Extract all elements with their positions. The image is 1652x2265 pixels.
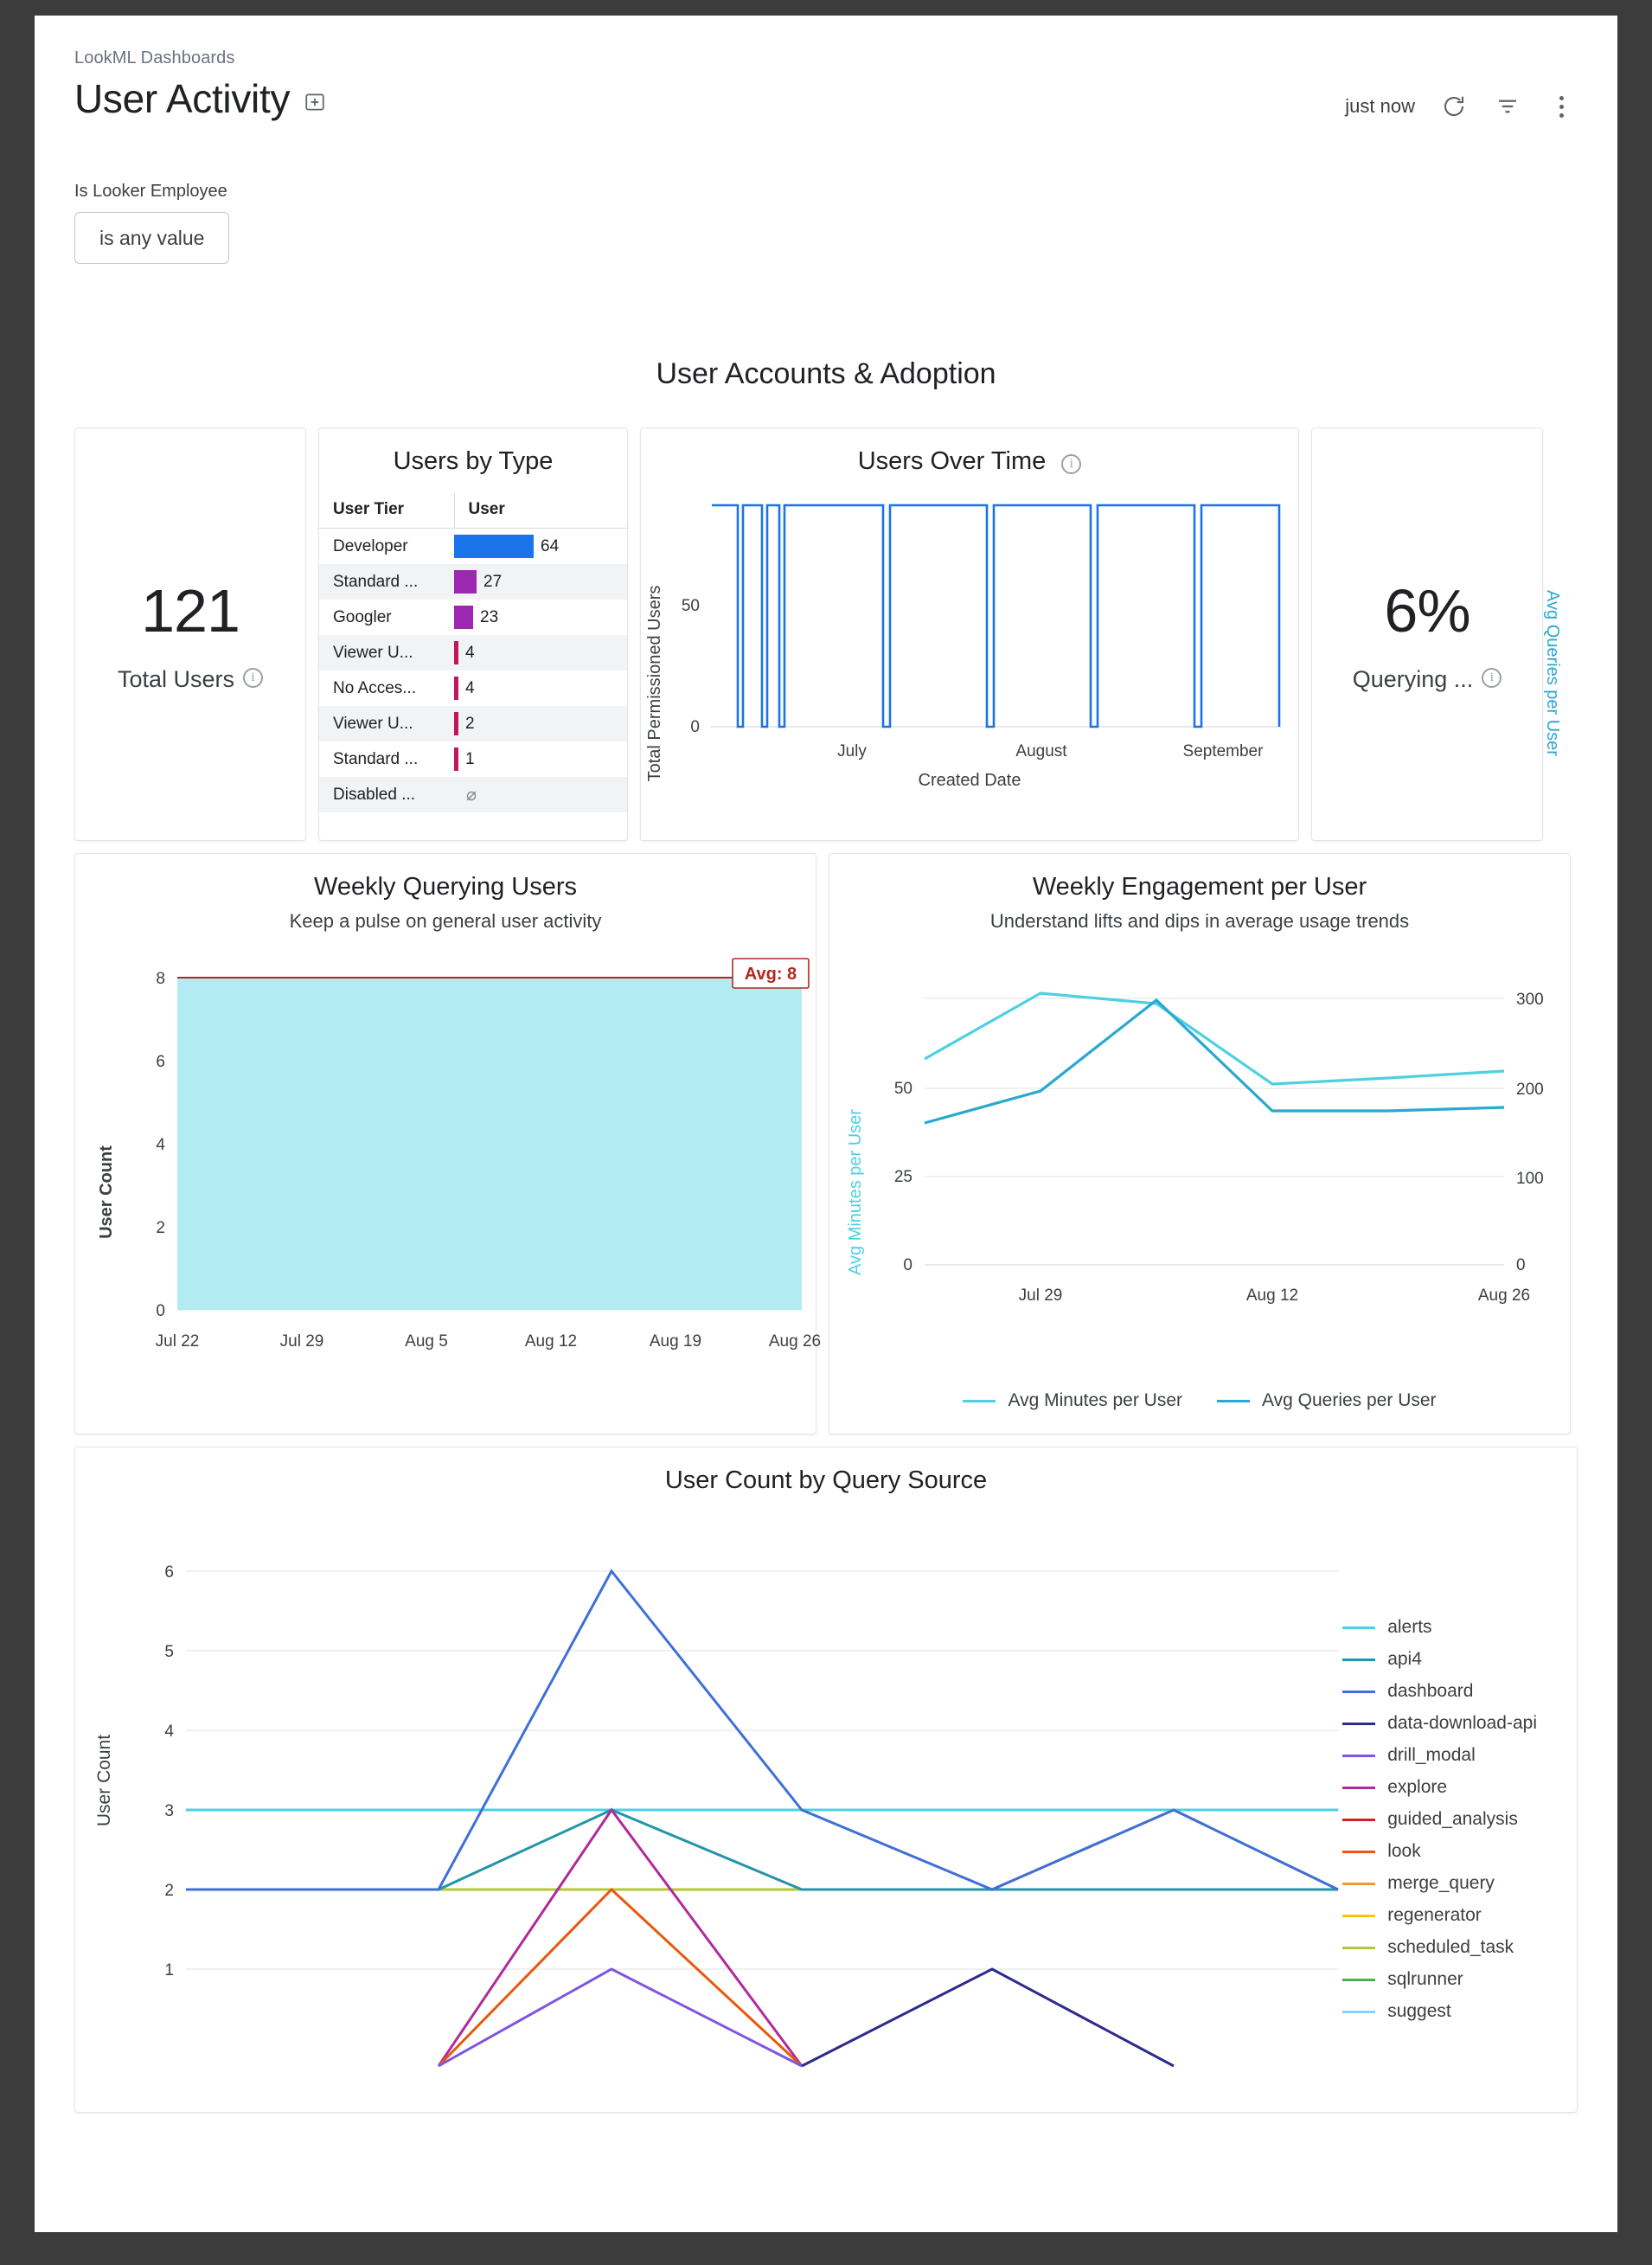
legend-item[interactable]: [1342, 1617, 1537, 1638]
legend-item[interactable]: [1342, 2001, 1537, 2022]
cell-user-tier: No Acces...: [333, 678, 417, 697]
tile-title-weekly-querying-users: Weekly Querying Users: [313, 873, 578, 901]
legend-item[interactable]: [963, 1390, 1182, 1411]
user-count-by-query-source-chart: [75, 1495, 1373, 2092]
total-users-label-text: Total Users: [117, 665, 235, 692]
table-row[interactable]: [319, 706, 627, 741]
filter-icon[interactable]: [1493, 92, 1522, 121]
more-options-icon[interactable]: [1546, 92, 1576, 121]
refresh-icon[interactable]: [1439, 92, 1469, 121]
breadcrumb[interactable]: LookML Dashboards: [74, 48, 235, 67]
table-row[interactable]: [319, 529, 627, 565]
svg-text:200: 200: [1516, 1081, 1544, 1099]
cell-user-tier: Googler: [333, 607, 392, 626]
info-icon[interactable]: i: [243, 668, 263, 688]
svg-text:Aug 19: Aug 19: [649, 1332, 702, 1351]
svg-text:Aug 26: Aug 26: [768, 1332, 822, 1351]
table-row[interactable]: [319, 600, 627, 635]
svg-text:User Count: User Count: [94, 1734, 114, 1827]
svg-text:Total Permissioned Users: Total Permissioned Users: [645, 585, 664, 782]
svg-text:Aug 26: Aug 26: [1477, 1286, 1531, 1305]
filter-label: Is Looker Employee: [74, 182, 227, 201]
table-row[interactable]: [319, 741, 627, 777]
cell-user-tier: Standard ...: [319, 564, 454, 600]
svg-text:0: 0: [156, 1302, 165, 1320]
legend-item[interactable]: [1342, 1745, 1537, 1766]
info-icon[interactable]: i: [1482, 668, 1502, 688]
svg-text:0: 0: [903, 1256, 912, 1274]
weekly-querying-users-chart: [75, 933, 822, 1434]
legend-item[interactable]: [1342, 1905, 1537, 1926]
table-row[interactable]: [319, 777, 627, 812]
svg-text:Jul 29: Jul 29: [279, 1332, 324, 1351]
tile-row-3: [74, 1434, 1578, 2113]
svg-text:September: September: [1182, 742, 1264, 760]
legend-label: guided_analysis: [1387, 1809, 1518, 1829]
tile-subtitle-weekly-engagement: Understand lifts and dips in average usage trends: [989, 910, 1410, 932]
svg-text:August: August: [1015, 742, 1067, 760]
svg-text:50: 50: [893, 1080, 912, 1098]
cell-user-tier: Disabled ...: [319, 777, 454, 812]
cell-user-value: 23: [454, 600, 627, 635]
svg-text:2: 2: [164, 1882, 174, 1900]
table-row[interactable]: [319, 635, 627, 671]
dashboard-header: [35, 16, 1617, 163]
cell-user-value: 1: [454, 741, 627, 777]
legend-item[interactable]: [1342, 1873, 1537, 1894]
svg-text:6: 6: [164, 1563, 174, 1582]
cell-user-tier: Developer: [333, 536, 408, 555]
svg-text:Aug 12: Aug 12: [1245, 1286, 1299, 1305]
table-row[interactable]: [319, 671, 627, 706]
svg-text:Aug 12: Aug 12: [524, 1332, 578, 1351]
dashboard-window: [35, 16, 1617, 2232]
legend-swatch: [1342, 1947, 1375, 1949]
svg-text:User Count: User Count: [97, 1145, 116, 1239]
legend-swatch: [1342, 1851, 1375, 1853]
add-to-dashboard-icon[interactable]: [304, 91, 326, 113]
svg-text:July: July: [837, 742, 867, 760]
cell-user-value: 4: [454, 635, 627, 671]
tile-row-1: [74, 427, 1578, 841]
legend-item[interactable]: [1342, 1777, 1537, 1798]
svg-text:300: 300: [1516, 991, 1544, 1009]
legend-item[interactable]: [1342, 1713, 1537, 1734]
legend-swatch: [1342, 1819, 1375, 1821]
svg-text:Aug 5: Aug 5: [405, 1332, 448, 1351]
legend-swatch: [963, 1400, 996, 1402]
legend-swatch: [1342, 2011, 1375, 2013]
cell-user-value: 64: [454, 529, 627, 565]
tile-total-users[interactable]: [74, 427, 306, 841]
legend-label: Avg Minutes per User: [1008, 1390, 1182, 1410]
svg-text:Jul 22: Jul 22: [155, 1332, 200, 1351]
legend-item[interactable]: [1342, 1841, 1537, 1862]
svg-text:1: 1: [164, 1961, 174, 1979]
users-over-time-chart: [641, 476, 1300, 831]
legend-swatch: [1342, 1755, 1375, 1757]
tile-title-users-by-type: Users by Type: [393, 447, 554, 475]
legend-swatch: [1342, 1883, 1375, 1885]
table-row[interactable]: [319, 564, 627, 600]
cell-user-value: 4: [454, 671, 627, 706]
querying-value: 6%: [1384, 576, 1470, 645]
header-actions: [1345, 92, 1576, 121]
legend-label: data-download-api: [1387, 1713, 1537, 1733]
legend-label: merge_query: [1387, 1873, 1495, 1893]
section-title: User Accounts & Adoption: [656, 357, 996, 390]
legend-label: regenerator: [1387, 1905, 1482, 1925]
svg-text:8: 8: [156, 970, 165, 988]
filter-bar: [35, 182, 1617, 264]
tile-grid: [35, 427, 1617, 2113]
weekly-engagement-legend: [829, 1390, 1570, 1411]
querying-label-text: Querying ...: [1352, 665, 1474, 692]
svg-text:25: 25: [893, 1168, 912, 1186]
svg-text:3: 3: [164, 1802, 174, 1820]
legend-label: drill_modal: [1387, 1745, 1476, 1765]
svg-text:Avg Minutes per User: Avg Minutes per User: [846, 1109, 865, 1275]
svg-text:100: 100: [1516, 1170, 1544, 1188]
legend-label: look: [1387, 1841, 1421, 1861]
cell-user-value: [454, 777, 627, 812]
legend-swatch: [1342, 1915, 1375, 1917]
tile-users-over-time[interactable]: [640, 427, 1299, 841]
legend-swatch: [1342, 1659, 1375, 1661]
svg-text:50: 50: [681, 597, 700, 615]
legend-item[interactable]: [1342, 1809, 1537, 1830]
tile-title-users-over-time: Users Over Time i: [641, 428, 1298, 476]
tile-subtitle-weekly-querying-users: Keep a pulse on general user activity: [289, 910, 602, 932]
svg-text:5: 5: [164, 1643, 174, 1661]
cell-user-tier: Viewer U...: [319, 635, 454, 671]
legend-label: scheduled_task: [1387, 1937, 1514, 1957]
svg-text:0: 0: [690, 718, 700, 736]
legend-label: Avg Queries per User: [1262, 1390, 1437, 1410]
legend-swatch: [1342, 1627, 1375, 1629]
filter-value-input[interactable]: is any value: [74, 212, 229, 264]
legend-label: alerts: [1387, 1617, 1432, 1637]
query-source-legend: [1342, 1617, 1537, 2033]
table-header-row: [319, 493, 627, 529]
tile-title-user-count-by-query-source: User Count by Query Source: [664, 1466, 988, 1494]
cell-user-value: 27: [454, 564, 627, 600]
refresh-status: just now: [1345, 95, 1415, 117]
svg-text:4: 4: [156, 1136, 165, 1154]
legend-swatch: [1342, 1691, 1375, 1693]
svg-text:Avg: 8: Avg: 8: [744, 965, 797, 984]
tile-title-weekly-engagement: Weekly Engagement per User: [1032, 873, 1367, 901]
tile-weekly-querying-users[interactable]: [74, 853, 822, 1434]
legend-swatch: [1342, 1787, 1375, 1789]
svg-text:2: 2: [156, 1219, 165, 1237]
column-header-user-tier[interactable]: User Tier: [319, 493, 454, 529]
legend-label: suggest: [1387, 2001, 1451, 2021]
total-users-label: [118, 666, 263, 693]
legend-swatch: [1342, 1979, 1375, 1981]
legend-label: sqlrunner: [1387, 1969, 1463, 1989]
users-by-type-table: [319, 493, 627, 812]
cell-user-tier: Viewer U...: [319, 706, 454, 741]
info-icon[interactable]: i: [1061, 454, 1081, 474]
legend-label: explore: [1387, 1777, 1448, 1797]
legend-item[interactable]: [1217, 1390, 1437, 1411]
tile-users-by-type[interactable]: [318, 427, 628, 841]
page-title: User Activity: [74, 76, 291, 121]
legend-label: dashboard: [1387, 1681, 1474, 1701]
svg-text:4: 4: [164, 1723, 174, 1741]
svg-text:Avg Queries per User: Avg Queries per User: [1543, 590, 1562, 756]
tile-user-count-by-query-source[interactable]: [74, 1447, 1578, 2113]
legend-label: api4: [1387, 1649, 1422, 1669]
total-users-value: 121: [141, 576, 240, 645]
legend-item[interactable]: [1342, 1969, 1537, 1990]
svg-text:Created Date: Created Date: [918, 771, 1021, 790]
svg-text:0: 0: [1516, 1256, 1526, 1274]
null-value-icon: ⌀: [466, 786, 477, 805]
tile-querying-percent[interactable]: [1311, 427, 1543, 841]
legend-item[interactable]: [1342, 1649, 1537, 1670]
legend-swatch: [1342, 1723, 1375, 1725]
cell-user-value: 2: [454, 706, 627, 741]
cell-user-tier: Standard ...: [333, 749, 419, 768]
svg-text:6: 6: [156, 1053, 165, 1071]
column-header-user[interactable]: User: [454, 493, 627, 529]
svg-text:Jul 29: Jul 29: [1018, 1286, 1063, 1305]
legend-swatch: [1217, 1400, 1250, 1402]
legend-item[interactable]: [1342, 1937, 1537, 1958]
legend-item[interactable]: [1342, 1681, 1537, 1702]
querying-label: [1353, 666, 1502, 693]
